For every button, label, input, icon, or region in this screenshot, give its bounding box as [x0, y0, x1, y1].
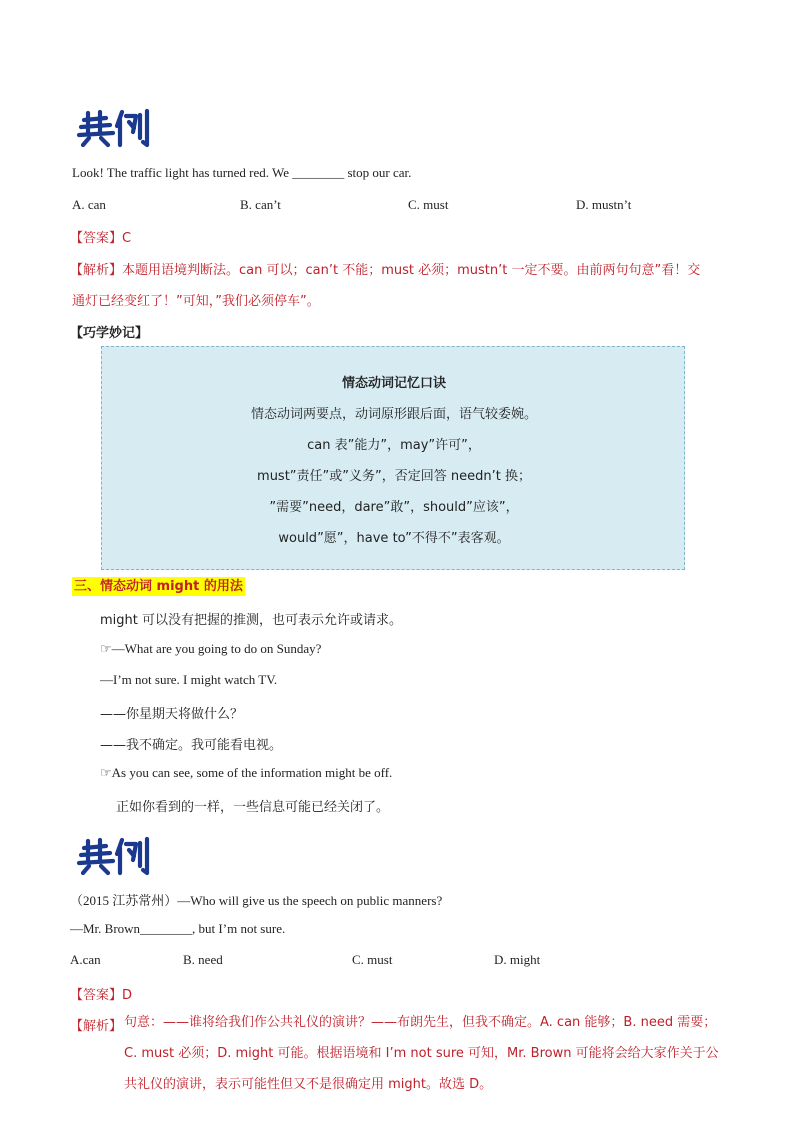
tip-line: can 表”能力”，may”许可”，: [307, 438, 481, 453]
option-a: A.can: [70, 952, 101, 967]
analysis-text: 句意：——谁将给我们作公共礼仪的演讲？——布朗先生，但我不确定。A. can 能够；B. need 需要；C. must 必须；D. might 可能。根据语境和 I’m not sure 可知，Mr. Brown 可能将会给大家作关于公共礼仪的演讲，表示可能性但又不是很确定用 might。故选 D。: [124, 1015, 719, 1092]
tip-line: would”愿”，have to”不得不”表客观。: [278, 531, 510, 546]
question-line-2: —Mr. Brown________, but I’m not sure.: [70, 921, 286, 936]
analysis-label: 【解析】: [70, 1019, 123, 1034]
tip-line: 情态动词两要点，动词原形跟后面，语气较委婉。: [250, 407, 537, 422]
example-logo-icon: [76, 836, 152, 876]
tip-line: ”需要”need，dare”敢”，should”应该”，: [269, 500, 519, 515]
option-c: C. must: [408, 197, 449, 212]
analysis-line-1: [70, 259, 700, 278]
example-cn-line: ——我不确定。我可能看电视。: [100, 738, 283, 753]
option-c: C. must: [352, 952, 393, 967]
example-en-line: —I’m not sure. I might watch TV.: [100, 672, 278, 687]
answer-label: 【答案】: [70, 231, 123, 246]
analysis-line-2: 通灯已经变红了！”可知，”我们必须停车”。: [72, 294, 320, 309]
analysis-label: 【解析】: [70, 263, 123, 278]
option-b: B. need: [183, 952, 223, 967]
answer-line: [70, 227, 131, 246]
answer-value: C: [122, 231, 132, 246]
question-text: Look! The traffic light has turned red. We ________ stop our car.: [72, 165, 412, 180]
tip-line: must”责任”或”义务”，否定回答 needn’t 换；: [257, 469, 531, 484]
answer-line: [70, 984, 132, 1003]
section-intro: might 可以没有把握的推测，也可表示允许或请求。: [100, 613, 402, 628]
answer-value: D: [122, 988, 133, 1003]
example-cn-line: ——你星期天将做什么？: [100, 707, 244, 722]
tip-box: [101, 346, 685, 570]
option-a: A. can: [72, 197, 106, 212]
option-d: D. mustn’t: [576, 197, 632, 212]
option-d: D. might: [494, 952, 541, 967]
example-logo-icon: [76, 108, 152, 148]
section-heading: 三、情态动词 might 的用法: [74, 579, 243, 594]
analysis-text-1: 本题用语境判断法。can 可以；can’t 不能；must 必须；mustn’t 一定不要。由前两句句意”看！交: [122, 263, 701, 278]
example-en-line: ☞—What are you going to do on Sunday?: [100, 641, 322, 656]
answer-label: 【答案】: [70, 988, 123, 1003]
option-b: B. can’t: [240, 197, 281, 212]
question-line-1: （2015 江苏常州）—Who will give us the speech on public manners?: [70, 893, 443, 908]
tip-heading: 【巧学妙记】: [70, 326, 149, 341]
example-en-line: ☞As you can see, some of the information might be off.: [100, 765, 393, 780]
example-cn-line: 正如你看到的一样，一些信息可能已经关闭了。: [116, 800, 390, 815]
tip-title: 情态动词记忆口诀: [341, 376, 446, 391]
